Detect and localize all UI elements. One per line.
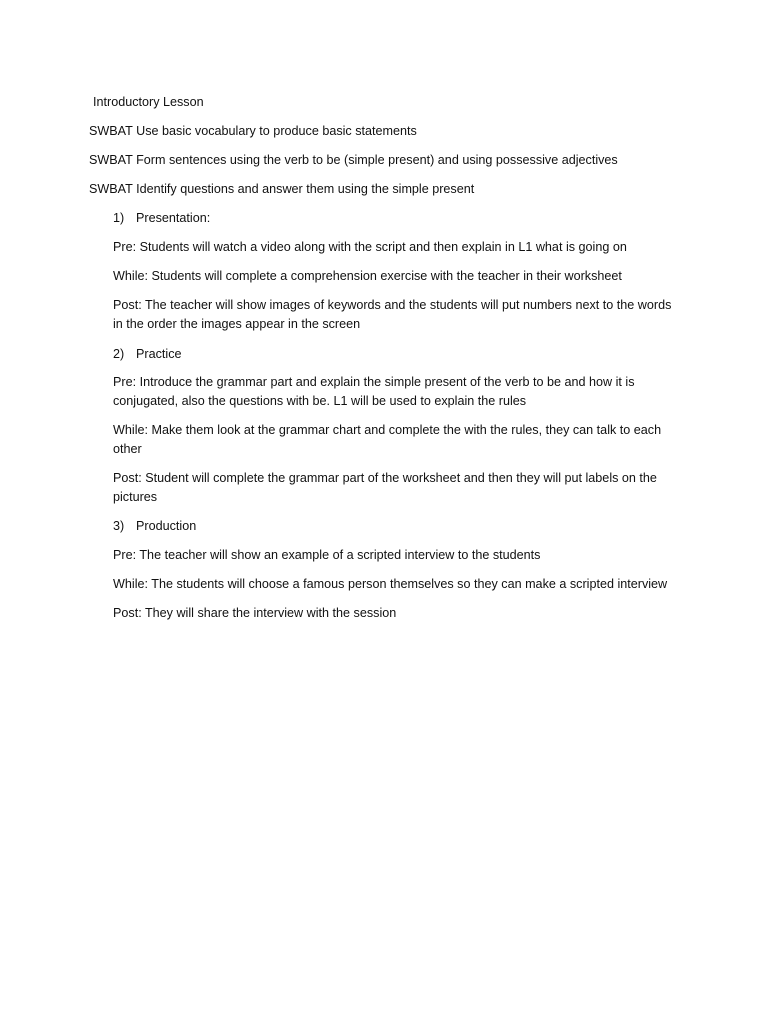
presentation-while: While: Students will complete a comprehension exercise with the teacher in their worksheet [113, 269, 622, 283]
production-pre: Pre: The teacher will show an example of a scripted interview to the students [113, 548, 541, 562]
presentation-pre: Pre: Students will watch a video along with the script and then explain in L1 what is going on [113, 240, 627, 254]
section-title: Presentation: [136, 211, 211, 225]
presentation-post: Post: The teacher will show images of keywords and the students will put numbers next to the words in the order the images appear in the screen [113, 298, 672, 331]
practice-post: Post: Student will complete the grammar part of the worksheet and then they will put labels on the pictures [113, 471, 657, 504]
section-number: 3) [113, 519, 125, 533]
section-number: 2) [113, 347, 125, 361]
section-heading-production [113, 517, 196, 536]
section-heading-practice [113, 345, 182, 364]
section-title: Practice [136, 347, 182, 361]
practice-while: While: Make them look at the grammar chart and complete the with the rules, they can talk to each other [113, 423, 662, 456]
objective-2: SWBAT Form sentences using the verb to be (simple present) and using possessive adjectives [89, 153, 618, 167]
production-post: Post: They will share the interview with the session [113, 606, 397, 620]
section-heading-presentation [113, 209, 210, 228]
section-title: Production [136, 519, 197, 533]
production-while: While: The students will choose a famous person themselves so they can make a scripted interview [113, 577, 668, 591]
objective-1: SWBAT Use basic vocabulary to produce basic statements [89, 124, 417, 138]
lesson-title: Introductory Lesson [93, 95, 204, 109]
section-number: 1) [113, 211, 125, 225]
practice-pre: Pre: Introduce the grammar part and explain the simple present of the verb to be and how it is conjugated, also the questions with be. L1 will be used to explain the rules [113, 375, 635, 408]
objective-3: SWBAT Identify questions and answer them using the simple present [89, 182, 475, 196]
